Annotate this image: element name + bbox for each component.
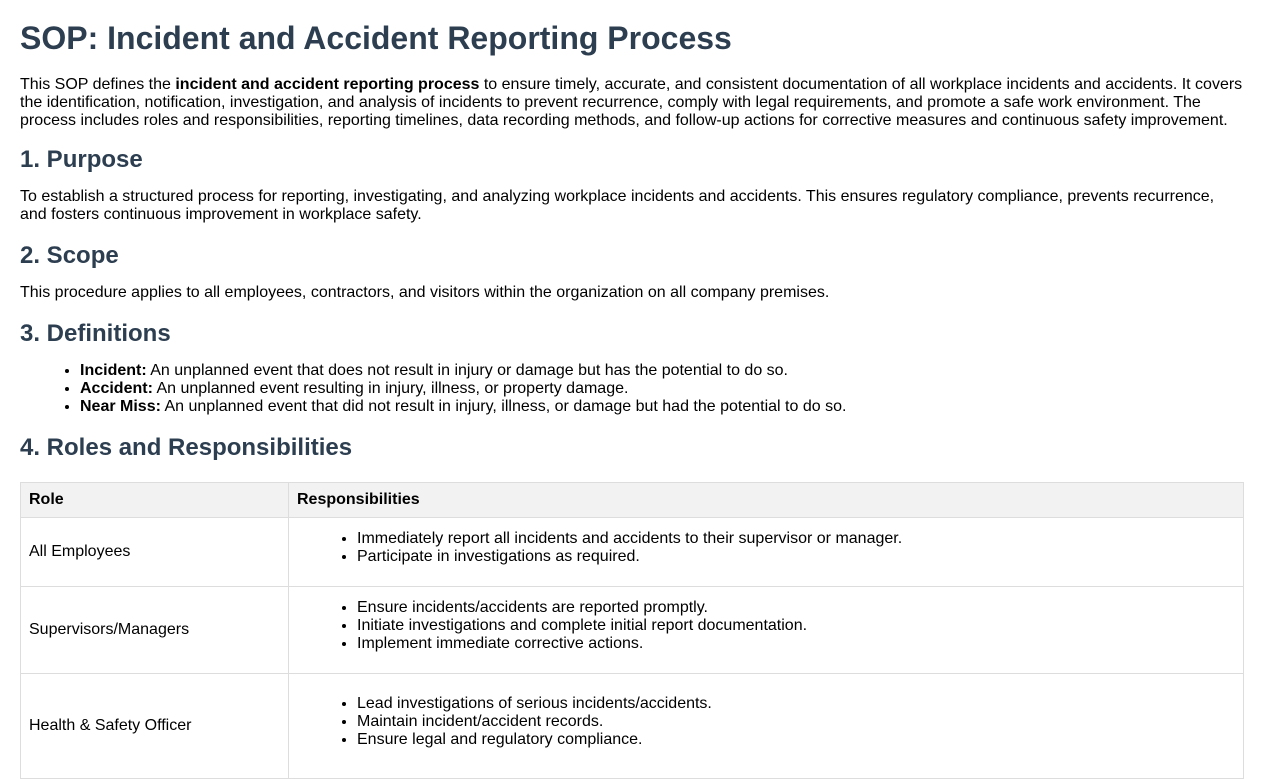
responsibilities-cell	[289, 587, 1244, 674]
definition-term: Accident:	[80, 380, 153, 397]
intro-bold-phrase: incident and accident reporting process	[175, 76, 480, 93]
intro-text-end: to ensure timely, accurate, and consistent documentation of all workplace incidents and accidents. It covers the identification, notification, investigation, and analysis of incidents to prevent recurrence, comply with legal requirements, and promote a safe work environment. The process includes roles and responsibilities, reporting timelines, data recording methods, and follow-up actions for corrective measures and continuous safety improvement.	[20, 76, 1243, 129]
role-cell: Health & Safety Officer	[21, 674, 289, 779]
definition-item	[80, 380, 1243, 398]
purpose-text: To establish a structured process for reporting, investigating, and analyzing workplace incidents and accidents. This ensures regulatory compliance, prevents recurrence, and fosters continuous improvement in workplace safety.	[20, 188, 1215, 223]
definition-item	[80, 398, 1243, 416]
definition-item	[80, 362, 1243, 380]
definition-text: An unplanned event resulting in injury, illness, or property damage.	[152, 380, 629, 397]
responsibility-item: • Initiate investigations and complete initial report documentation.	[357, 617, 1235, 635]
definition-term: Near Miss:	[80, 398, 161, 415]
definition-text: An unplanned event that did not result in injury, illness, or damage but had the potential to do so.	[160, 398, 847, 415]
intro-paragraph	[20, 67, 1243, 130]
responsibilities-list	[297, 687, 1235, 765]
definition-text: An unplanned event that does not result in injury or damage but has the potential to do so.	[146, 362, 788, 379]
roles-heading: 4. Roles and Responsibilities	[20, 434, 353, 461]
scope-heading: 2. Scope	[20, 242, 119, 269]
definition-term: Incident:	[80, 362, 147, 379]
responsibilities-list	[297, 522, 1235, 582]
definitions-list	[20, 348, 1243, 416]
page-title: SOP: Incident and Accident Reporting Process	[20, 20, 732, 56]
purpose-heading: 1. Purpose	[20, 146, 143, 173]
table-header-row	[21, 483, 1244, 518]
column-header-responsibilities: Responsibilities	[289, 483, 1244, 518]
role-cell: All Employees	[21, 518, 289, 587]
responsibility-item: • Ensure legal and regulatory compliance.	[357, 731, 1235, 749]
table-row	[21, 518, 1244, 587]
responsibility-item: • Implement immediate corrective actions.	[357, 635, 1235, 653]
table-row	[21, 674, 1244, 779]
table-row	[21, 587, 1244, 674]
intro-text-start: This SOP defines the	[20, 76, 176, 93]
roles-table	[20, 482, 1244, 779]
responsibility-item: • Maintain incident/accident records.	[357, 713, 1235, 731]
responsibilities-cell	[289, 674, 1244, 779]
responsibilities-cell	[289, 518, 1244, 587]
responsibility-item: • Participate in investigations as required.	[357, 548, 1235, 566]
definitions-heading: 3. Definitions	[20, 320, 171, 347]
column-header-role: Role	[21, 483, 289, 518]
responsibility-item: • Ensure incidents/accidents are reported promptly.	[357, 599, 1235, 617]
role-cell: Supervisors/Managers	[21, 587, 289, 674]
scope-text: This procedure applies to all employees, contractors, and visitors within the organization on all company premises.	[20, 284, 830, 301]
responsibilities-list	[297, 591, 1235, 669]
responsibility-item: • Immediately report all incidents and accidents to their supervisor or manager.	[357, 530, 1235, 548]
responsibility-item: • Lead investigations of serious incidents/accidents.	[357, 695, 1235, 713]
